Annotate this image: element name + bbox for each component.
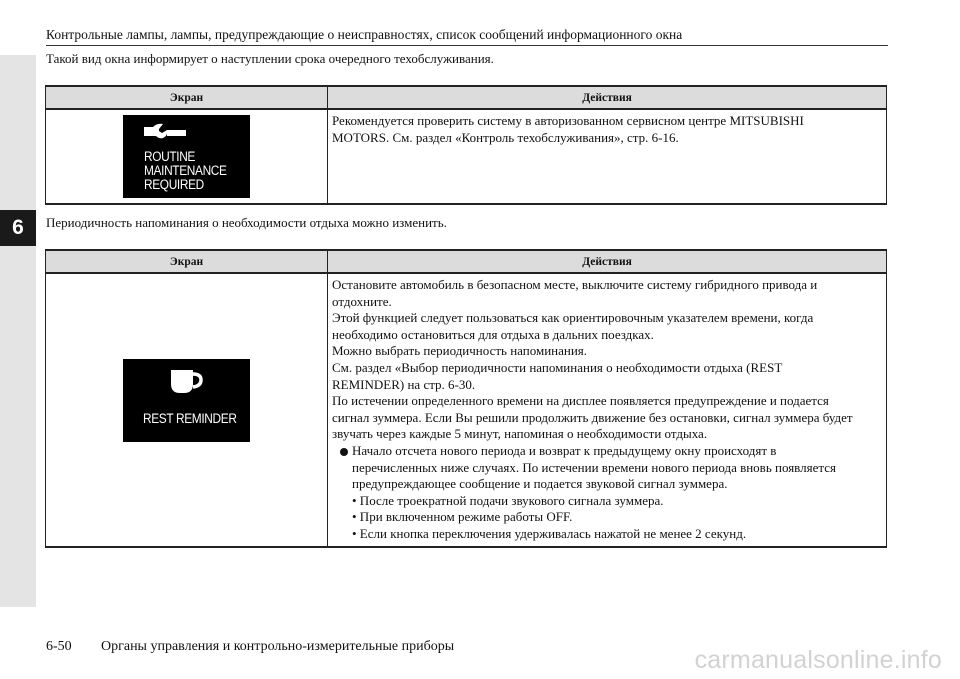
screen-cell — [46, 273, 328, 547]
rest-reminder-table — [45, 249, 887, 548]
bullet-line: Начало отсчета нового периода и возврат к предыдущему окну происходят в — [352, 442, 777, 458]
column-header-action: Действия — [328, 250, 887, 273]
header-rule — [46, 45, 888, 46]
column-header-screen: Экран — [46, 86, 328, 109]
coffee-cup-icon — [169, 367, 205, 397]
action-line: Можно выбрать периодичность напоминания. — [332, 343, 588, 359]
sub-list-item: • Если кнопка переключения удерживалась нажатой не менее 2 секунд. — [352, 525, 747, 541]
action-line: Рекомендуется проверить систему в авторизованном сервисном центре MITSUBISHI — [332, 113, 804, 128]
routine-maintenance-display — [123, 115, 250, 198]
bullet-dot-icon — [340, 448, 348, 456]
action-line: Остановите автомобиль в безопасном месте, выключите систему гибридного привода и — [332, 277, 818, 292]
action-cell — [328, 273, 887, 547]
side-margin-strip — [0, 55, 36, 607]
action-line: По истечении определенного времени на дисплее появляется предупреждение и подается — [332, 393, 829, 409]
column-header-screen: Экран — [46, 250, 328, 273]
rest-reminder-text: REST REMINDER — [143, 411, 237, 426]
routine-maintenance-text: ROUTINE MAINTENANCE REQUIRED — [144, 149, 227, 192]
column-header-action: Действия — [328, 86, 887, 109]
bullet-item — [332, 443, 882, 543]
rest-reminder-display — [123, 359, 250, 442]
page-number: 6-50 — [46, 639, 72, 654]
action-line: звучать через каждые 5 минут, напоминая о необходимости отдыха. — [332, 426, 708, 442]
action-line: сигнал зуммера. Если Вы решили продолжить движение без остановки, сигнал зуммера будет — [332, 409, 853, 425]
wrench-icon — [143, 123, 187, 145]
bullet-line: перечисленных ниже случаях. По истечении времени нового периода вновь появляется — [352, 459, 836, 475]
running-header: Контрольные лампы, лампы, предупреждающие о неисправностях, список сообщений информационного окна — [46, 27, 683, 42]
action-line: необходимо остановиться для отдыха в дальних поездках. — [332, 326, 654, 342]
chapter-tab: 6 — [0, 210, 36, 246]
bullet-line: предупреждающее сообщение и подается звуковой сигнал зуммера. — [352, 476, 728, 492]
screen-cell — [46, 109, 328, 204]
watermark: carmanualsonline.info — [694, 646, 942, 674]
footer-section-title: Органы управления и контрольно-измерительные приборы — [101, 639, 455, 654]
maintenance-table — [45, 85, 887, 205]
action-line: Этой функцией следует пользоваться как ориентировочным указателем времени, когда — [332, 310, 814, 326]
action-line: отдохните. — [332, 293, 392, 309]
sub-list-item: • При включенном режиме работы OFF. — [352, 509, 573, 525]
sub-list-item: • После троекратной подачи звукового сигнала зуммера. — [352, 492, 664, 508]
action-cell — [328, 109, 887, 204]
action-line: См. раздел «Выбор периодичности напоминания о необходимости отдыха (REST — [332, 359, 783, 375]
action-line: MOTORS. См. раздел «Контроль техобслуживания», стр. 6-16. — [332, 129, 679, 145]
action-line: REMINDER) на стр. 6-30. — [332, 376, 476, 392]
intro-paragraph: Такой вид окна информирует о наступлении срока очередного техобслуживания. — [46, 51, 494, 66]
second-paragraph: Периодичность напоминания о необходимости отдыха можно изменить. — [46, 215, 447, 230]
